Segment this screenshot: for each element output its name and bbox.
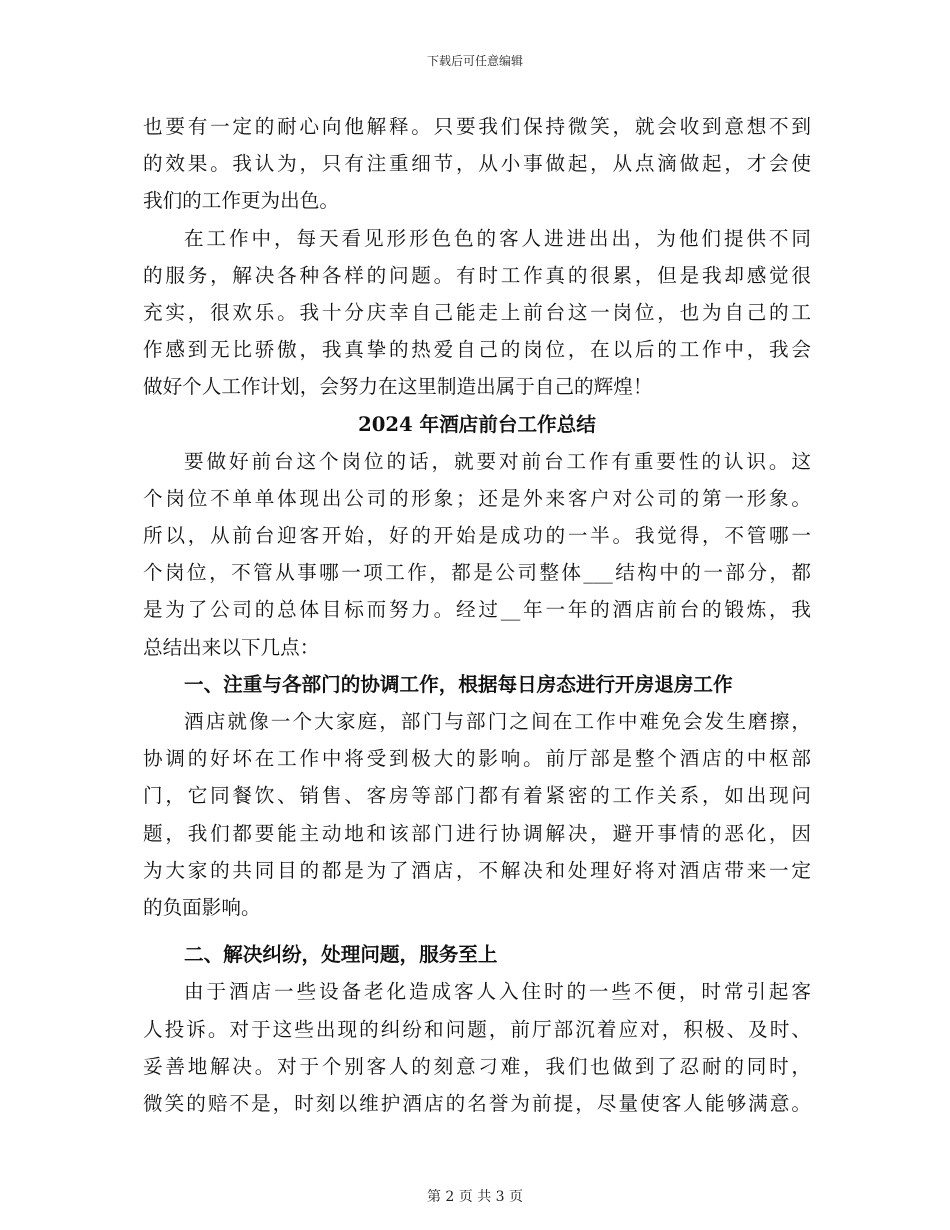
paragraph-line: 的效果。我认为，只有注重细节，从小事做起，从点滴做起，才会使 xyxy=(143,152,811,176)
paragraph-line: 在工作中，每天看见形形色色的客人进进出出，为他们提供不同 xyxy=(184,226,811,250)
paragraph-line: 酒店就像一个大家庭，部门与部门之间在工作中难免会发生磨擦， xyxy=(184,710,811,733)
paragraph-line: 题，我们都要能主动地和该部门进行协调解决，避开事情的恶化，因 xyxy=(143,821,811,845)
section-heading: 二、解决纠纷，处理问题，服务至上 xyxy=(184,943,498,967)
paragraph-line: 我们的工作更为出色。 xyxy=(143,189,339,213)
paragraph-line: 人投诉。对于这些出现的纠纷和问题，前厅部沉着应对，积极、及时、 xyxy=(143,1017,811,1041)
section-heading: 一、注重与各部门的协调工作，根据每日房态进行开房退房工作 xyxy=(184,672,733,696)
paragraph-line: 门，它同餐饮、销售、客房等部门都有着紧密的工作关系，如出现问 xyxy=(143,784,811,808)
paragraph-line: 的负面影响。 xyxy=(143,895,261,919)
paragraph-line: 为大家的共同目的都是为了酒店，不解决和处理好将对酒店带来一定 xyxy=(143,858,811,882)
paragraph-line: 作感到无比骄傲，我真挚的热爱自己的岗位，在以后的工作中，我会 xyxy=(143,338,811,362)
paragraph-line: 也要有一定的耐心向他解释。只要我们保持微笑，就会收到意想不到 xyxy=(143,115,811,138)
paragraph-line: 的服务，解决各种各样的问题。有时工作真的很累，但是我却感觉很 xyxy=(143,263,811,287)
paragraph-line: 协调的好坏在工作中将受到极大的影响。前厅部是整个酒店的中枢部 xyxy=(143,747,811,771)
paragraph-line: 是为了公司的总体目标而努力。经过__年一年的酒店前台的锻炼，我 xyxy=(143,598,811,622)
paragraph-line: 个岗位，不管从事哪一项工作，都是公司整体___结构中的一部分，都 xyxy=(143,561,811,585)
document-body xyxy=(143,108,811,1122)
paragraph-line: 要做好前台这个岗位的话，就要对前台工作有重要性的认识。这 xyxy=(184,449,811,473)
paragraph-line: 充实，很欢乐。我十分庆幸自己能走上前台这一岗位，也为自己的工 xyxy=(143,300,811,324)
paragraph-line: 所以，从前台迎客开始，好的开始是成功的一半。我觉得，不管哪一 xyxy=(143,524,811,548)
paragraph-line: 个岗位不单单体现出公司的形象；还是外来客户对公司的第一形象。 xyxy=(143,486,811,510)
paragraph-line: 做好个人工作计划，会努力在这里制造出属于自己的辉煌！ xyxy=(143,375,653,399)
page-footer: 第 2 页 共 3 页 xyxy=(426,1189,524,1205)
paragraph-line: 由于酒店一些设备老化造成客人入住时的一些不便，时常引起客 xyxy=(184,980,811,1004)
paragraph-line: 微笑的赔不是，时刻以维护酒店的名誉为前提，尽量使客人能够满意。 xyxy=(143,1091,811,1115)
page-header: 下载后可任意编辑 xyxy=(426,54,523,68)
section-title: 2024 年酒店前台工作总结 xyxy=(358,412,596,436)
paragraph-line: 总结出来以下几点： xyxy=(143,635,320,659)
paragraph-line: 妥善地解决。对于个别客人的刻意刁难，我们也做到了忍耐的同时， xyxy=(143,1054,811,1078)
